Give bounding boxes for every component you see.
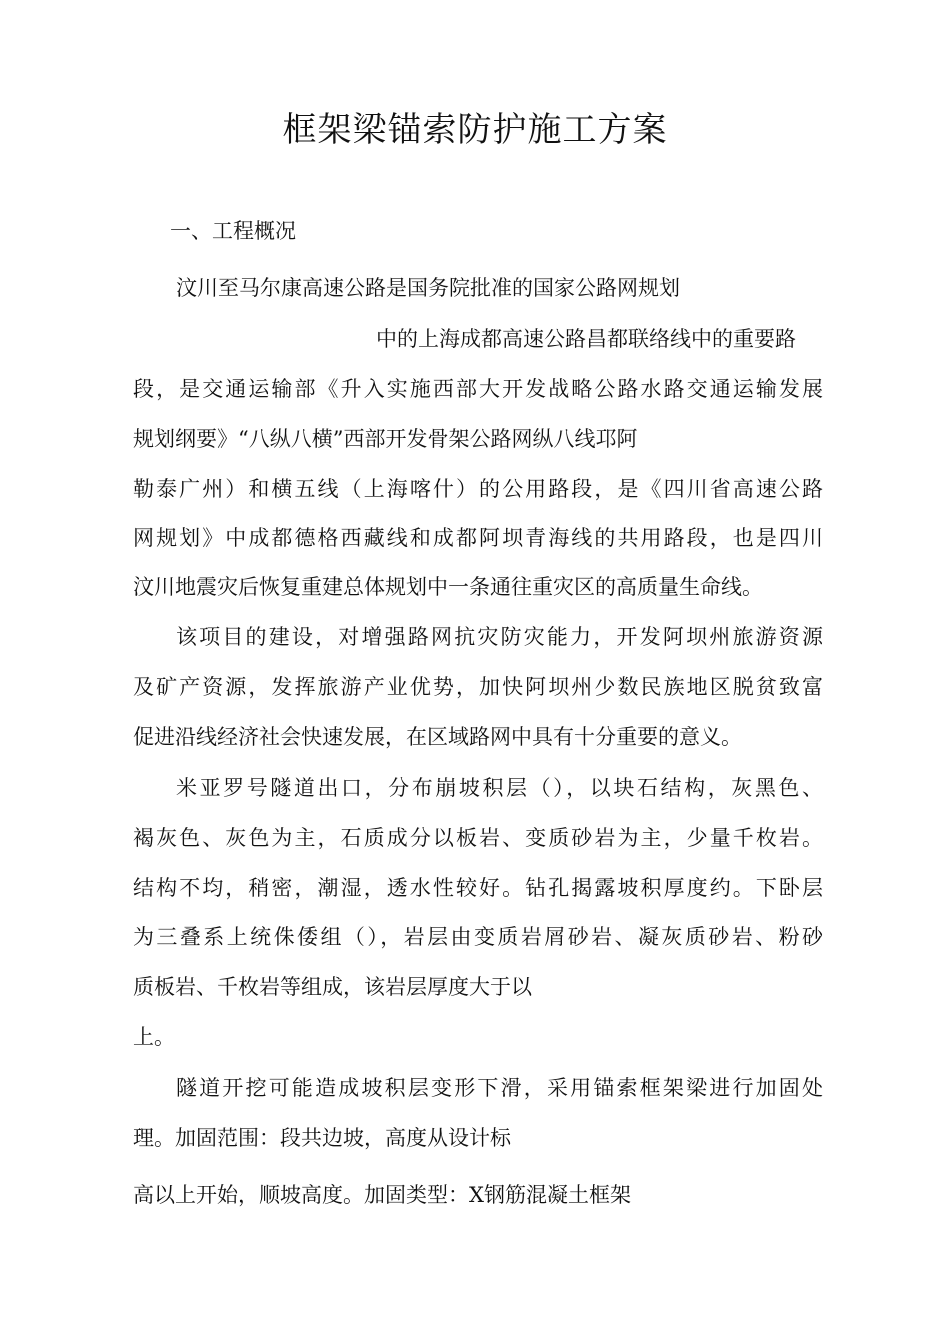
paragraph-line: 高以上开始，顺坡高度。加固类型：X钢筋混凝土框架 bbox=[133, 1183, 631, 1207]
document-title: 框架梁锚索防护施工方案 bbox=[282, 110, 668, 150]
paragraph-line: 理。加固范围：段共边坡，高度从设计标 bbox=[133, 1126, 511, 1150]
paragraph-line: 米亚罗号隧道出口，分布崩坡积层（），以块石结构，灰黑色、 bbox=[176, 776, 823, 800]
paragraph-line: 隧道开挖可能造成坡积层变形下滑，采用锚索框架梁进行加固处 bbox=[176, 1076, 823, 1100]
paragraph-line: 中的上海成都高速公路昌都联络线中的重要路 bbox=[376, 327, 796, 351]
paragraph-line: 汶川地震灾后恢复重建总体规划中一条通往重灾区的高质量生命线。 bbox=[133, 575, 763, 599]
paragraph-line: 结构不均，稍密，潮湿，透水性较好。钻孔揭露坡积厚度约。下卧层 bbox=[133, 876, 823, 900]
paragraph-line: 该项目的建设，对增强路网抗灾防灾能力，开发阿坝州旅游资源 bbox=[176, 625, 823, 649]
paragraph-line: 网规划》中成都德格西藏线和成都阿坝青海线的共用路段，也是四川 bbox=[133, 526, 823, 550]
paragraph-line: 汶川至马尔康高速公路是国务院批准的国家公路网规划 bbox=[176, 276, 680, 300]
paragraph-line: 质板岩、千枚岩等组成，该岩层厚度大于以 bbox=[133, 975, 532, 999]
paragraph-line: 规划纲要》“八纵八横”西部开发骨架公路网纵八线邛阿 bbox=[133, 427, 638, 451]
paragraph-line: 上。 bbox=[133, 1025, 175, 1049]
paragraph-line: 褐灰色、灰色为主，石质成分以板岩、变质砂岩为主，少量千枚岩。 bbox=[133, 826, 823, 850]
paragraph-line: 及矿产资源，发挥旅游产业优势，加快阿坝州少数民族地区脱贫致富 bbox=[133, 675, 823, 699]
paragraph-line: 段，是交通运输部《升入实施西部大开发战略公路水路交通运输发展 bbox=[133, 377, 823, 401]
paragraph-line: 勒泰广州）和横五线（上海喀什）的公用路段，是《四川省高速公路 bbox=[133, 477, 823, 501]
paragraph-line: 为三叠系上统侏倭组（），岩层由变质岩屑砂岩、凝灰质砂岩、粉砂 bbox=[133, 925, 823, 949]
paragraph-line: 促进沿线经济社会快速发展，在区域路网中具有十分重要的意义。 bbox=[133, 725, 742, 749]
section-heading: 一、工程概况 bbox=[170, 219, 296, 243]
